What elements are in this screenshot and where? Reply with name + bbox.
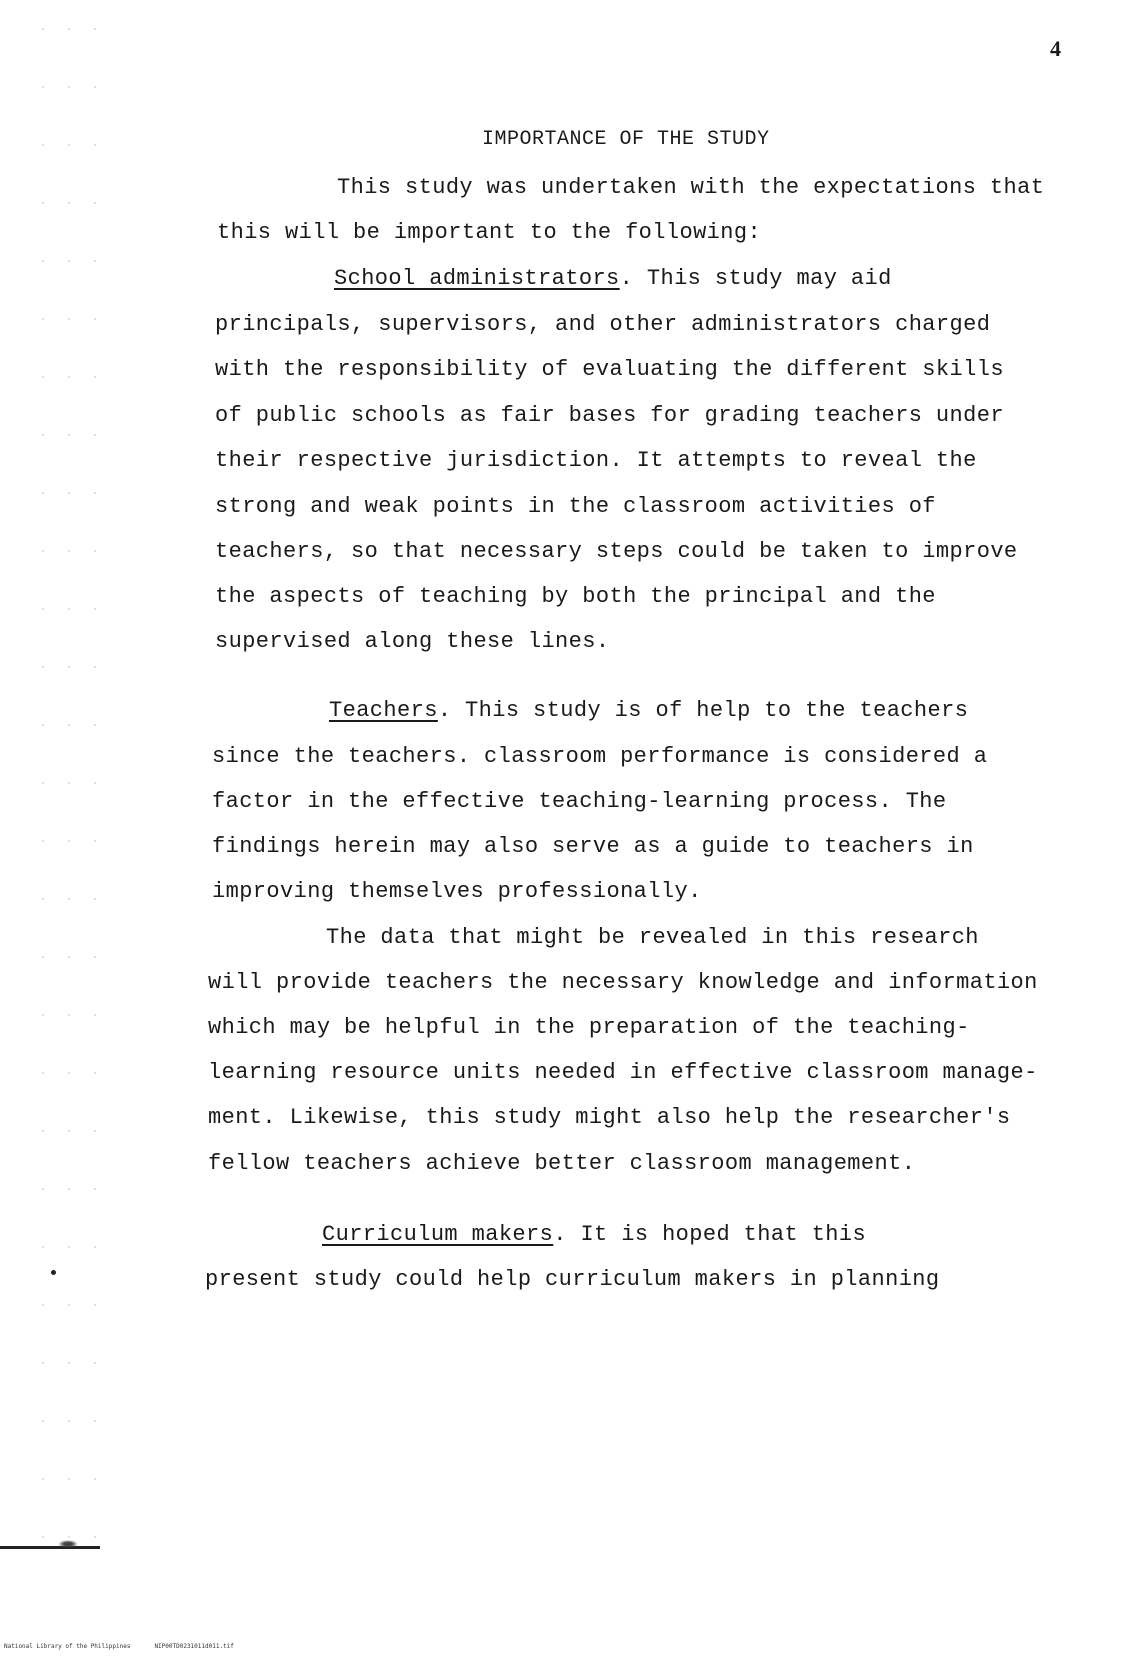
teachers-line-1: [329, 698, 968, 723]
data-paragraph-line: which may be helpful in the preparation of the teaching-: [208, 1015, 970, 1040]
library-credit: National Library of the Philippines: [4, 1643, 131, 1650]
teachers-term: Teachers: [329, 698, 438, 723]
scan-footer: [4, 1643, 234, 1650]
teachers-line: improving themselves professionally.: [212, 879, 702, 904]
data-paragraph-line: learning resource units needed in effective classroom manage-: [208, 1060, 1038, 1085]
scan-edge-mark: [0, 1546, 100, 1549]
school-admin-line: their respective jurisdiction. It attempts to reveal the: [215, 448, 977, 473]
page-number: 4: [1050, 36, 1061, 61]
curriculum-line-2: present study could help curriculum makers in planning: [205, 1267, 940, 1292]
scan-speck: [51, 1270, 56, 1275]
school-admin-term: School administrators: [334, 266, 620, 291]
teachers-line: findings herein may also serve as a guide to teachers in: [212, 834, 974, 859]
curriculum-term: Curriculum makers: [322, 1222, 554, 1247]
teachers-line: factor in the effective teaching-learning process. The: [212, 789, 947, 814]
school-admin-line: strong and weak points in the classroom activities of: [215, 494, 936, 519]
section-heading: IMPORTANCE OF THE STUDY: [482, 128, 770, 151]
school-admin-line: of public schools as fair bases for grading teachers under: [215, 403, 1004, 428]
school-admin-line-1-text: . This study may aid: [619, 266, 892, 291]
scan-file-id: NIP00TD0231011d011.tif: [154, 1643, 234, 1650]
school-admin-line-1: [334, 266, 892, 291]
school-admin-line: supervised along these lines.: [215, 629, 610, 654]
school-admin-line: with the responsibility of evaluating the different skills: [215, 357, 1004, 382]
data-paragraph-line: fellow teachers achieve better classroom management.: [208, 1151, 916, 1176]
teachers-line: since the teachers. classroom performance is considered a: [212, 744, 988, 769]
intro-line-1: This study was undertaken with the expectations that: [337, 175, 1045, 200]
data-paragraph-line: ment. Likewise, this study might also help the researcher's: [208, 1105, 1011, 1130]
scan-margin-noise: [30, 0, 120, 1560]
curriculum-line-1: [322, 1222, 866, 1247]
school-admin-line: teachers, so that necessary steps could be taken to improve: [215, 539, 1018, 564]
data-paragraph-line: The data that might be revealed in this research: [326, 925, 979, 950]
scan-edge-smudge: [58, 1540, 78, 1548]
data-paragraph-line: will provide teachers the necessary knowledge and information: [208, 970, 1038, 995]
intro-line-2: this will be important to the following:: [217, 220, 762, 245]
school-admin-line: the aspects of teaching by both the principal and the: [215, 584, 936, 609]
curriculum-line-1-text: . It is hoped that this: [553, 1222, 867, 1247]
teachers-line-1-text: . This study is of help to the teachers: [437, 698, 969, 723]
school-admin-line: principals, supervisors, and other administrators charged: [215, 312, 991, 337]
